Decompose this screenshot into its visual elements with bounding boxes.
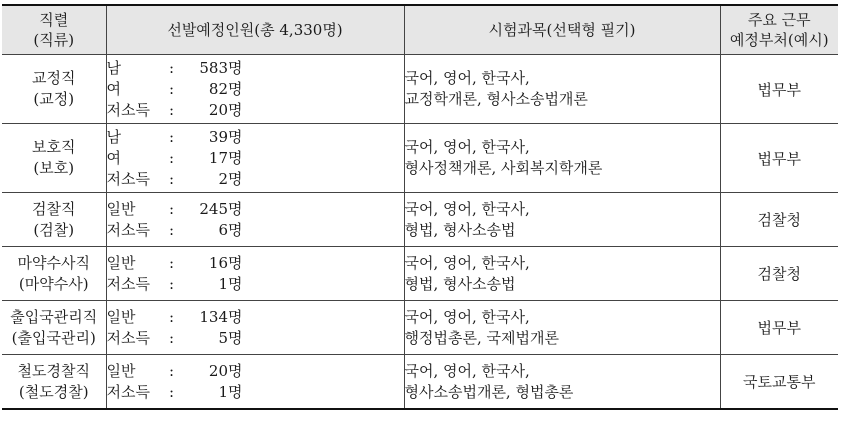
- subjects-line2: 형사정책개론, 사회복지학개론: [404, 159, 603, 177]
- series-cell: [2, 301, 106, 355]
- header-subjects: 시험과목(선택형 필기): [404, 5, 720, 55]
- quota-line: [107, 328, 404, 349]
- series-cell: [2, 55, 106, 124]
- series-type: (출입국관리): [11, 328, 96, 347]
- subjects-cell: [404, 301, 720, 355]
- dept-cell: 법무부: [720, 301, 838, 355]
- header-dept: [720, 5, 838, 55]
- quota-label: 저소득: [106, 100, 150, 119]
- dept-cell: 검찰청: [720, 193, 838, 247]
- series-type: (철도경찰): [18, 382, 89, 401]
- quota-line: [107, 382, 404, 403]
- subjects-line2: 형사소송법개론, 형법총론: [404, 382, 574, 401]
- series-cell: [2, 193, 106, 247]
- quota-colon: :: [168, 328, 175, 347]
- quota-value: 583명: [199, 58, 243, 77]
- quota-colon: :: [168, 274, 175, 293]
- quota-colon: :: [168, 220, 175, 239]
- table-header-row: [2, 5, 838, 55]
- quota-colon: :: [168, 199, 175, 218]
- quota-colon: :: [168, 127, 175, 146]
- quota-colon: :: [168, 382, 175, 401]
- quota-label: 저소득: [106, 220, 150, 239]
- table-row: [2, 355, 838, 410]
- quota-label: 여: [106, 148, 121, 167]
- quota-line: [107, 79, 404, 100]
- quota-value: 17명: [208, 148, 243, 167]
- series-name: 철도경찰직: [17, 361, 90, 380]
- quota-value: 1명: [218, 274, 243, 293]
- subjects-line2: 행정법총론, 국제법개론: [404, 328, 559, 347]
- quota-label: 일반: [106, 307, 136, 326]
- series-name: 출입국관리직: [10, 307, 98, 326]
- header-quota: 선발예정인원(총 4,330명): [106, 5, 404, 55]
- table-row: [2, 193, 838, 247]
- series-type: (교정): [33, 90, 75, 108]
- quota-value: 39명: [208, 127, 243, 146]
- series-name: 검찰직: [32, 199, 76, 218]
- quota-cell: [106, 247, 404, 301]
- series-cell: [2, 247, 106, 301]
- quota-colon: :: [168, 307, 175, 326]
- quota-value: 20명: [208, 361, 243, 380]
- quota-value: 20명: [208, 100, 243, 119]
- quota-line: [107, 307, 404, 328]
- quota-colon: :: [168, 169, 175, 188]
- subjects-cell: [404, 355, 720, 410]
- subjects-cell: [404, 55, 720, 124]
- table-row: [2, 55, 838, 124]
- dept-cell: 법무부: [720, 124, 838, 193]
- quota-cell: [106, 124, 404, 193]
- quota-line: [107, 199, 404, 220]
- series-cell: [2, 124, 106, 193]
- subjects-cell: [404, 193, 720, 247]
- quota-line: [107, 253, 404, 274]
- quota-label: 일반: [106, 199, 136, 218]
- series-type: (보호): [33, 159, 75, 177]
- series-cell: [2, 355, 106, 410]
- series-name: 보호직: [32, 138, 76, 156]
- quota-label: 저소득: [106, 169, 150, 188]
- dept-cell: 법무부: [720, 55, 838, 124]
- subjects-line2: 교정학개론, 형사소송법개론: [404, 90, 588, 108]
- quota-colon: :: [168, 79, 175, 98]
- quota-cell: [106, 301, 404, 355]
- dept-cell: 국토교통부: [720, 355, 838, 410]
- subjects-cell: [404, 247, 720, 301]
- exam-schedule-table: [2, 4, 838, 410]
- header-series-line2: (직류): [33, 31, 75, 49]
- quota-label: 저소득: [106, 382, 150, 401]
- quota-label: 여: [106, 79, 121, 98]
- quota-value: 2명: [218, 169, 243, 188]
- series-type: (마약수사): [18, 274, 89, 293]
- table-row: [2, 247, 838, 301]
- subjects-cell: [404, 124, 720, 193]
- subjects-line1: 국어, 영어, 한국사,: [404, 69, 530, 87]
- dept-cell: 검찰청: [720, 247, 838, 301]
- quota-line: [107, 148, 404, 169]
- quota-line: [107, 58, 404, 79]
- series-name: 교정직: [32, 69, 76, 87]
- quota-value: 82명: [208, 79, 243, 98]
- quota-colon: :: [168, 148, 175, 167]
- quota-label: 남: [106, 58, 121, 77]
- quota-line: [107, 274, 404, 295]
- quota-cell: [106, 193, 404, 247]
- subjects-line1: 국어, 영어, 한국사,: [404, 361, 530, 380]
- quota-label: 남: [106, 127, 121, 146]
- quota-label: 일반: [106, 253, 136, 272]
- quota-colon: :: [168, 58, 175, 77]
- quota-label: 저소득: [106, 274, 150, 293]
- quota-line: [107, 220, 404, 241]
- quota-value: 134명: [199, 307, 243, 326]
- quota-line: [107, 127, 404, 148]
- quota-value: 1명: [218, 382, 243, 401]
- quota-colon: :: [168, 361, 175, 380]
- quota-colon: :: [168, 100, 175, 119]
- series-type: (검찰): [33, 220, 75, 239]
- quota-cell: [106, 355, 404, 410]
- quota-value: 16명: [208, 253, 243, 272]
- quota-label: 저소득: [106, 328, 150, 347]
- header-dept-line2: 예정부처(예시): [729, 31, 829, 49]
- table-row: [2, 301, 838, 355]
- quota-line: [107, 100, 404, 121]
- quota-colon: :: [168, 253, 175, 272]
- subjects-line1: 국어, 영어, 한국사,: [404, 253, 530, 272]
- subjects-line2: 형법, 형사소송법: [404, 274, 516, 293]
- subjects-line1: 국어, 영어, 한국사,: [404, 307, 530, 326]
- subjects-line1: 국어, 영어, 한국사,: [404, 138, 530, 156]
- header-dept-line1: 주요 근무: [747, 11, 811, 29]
- subjects-line2: 형법, 형사소송법: [404, 220, 516, 239]
- table-row: [2, 124, 838, 193]
- quota-label: 일반: [106, 361, 136, 380]
- quota-cell: [106, 55, 404, 124]
- quota-value: 245명: [199, 199, 243, 218]
- quota-line: [107, 361, 404, 382]
- header-series: [2, 5, 106, 55]
- header-series-line1: 직렬: [39, 11, 69, 29]
- subjects-line1: 국어, 영어, 한국사,: [404, 199, 530, 218]
- quota-line: [107, 169, 404, 190]
- quota-value: 5명: [218, 328, 243, 347]
- series-name: 마약수사직: [17, 253, 90, 272]
- quota-value: 6명: [218, 220, 243, 239]
